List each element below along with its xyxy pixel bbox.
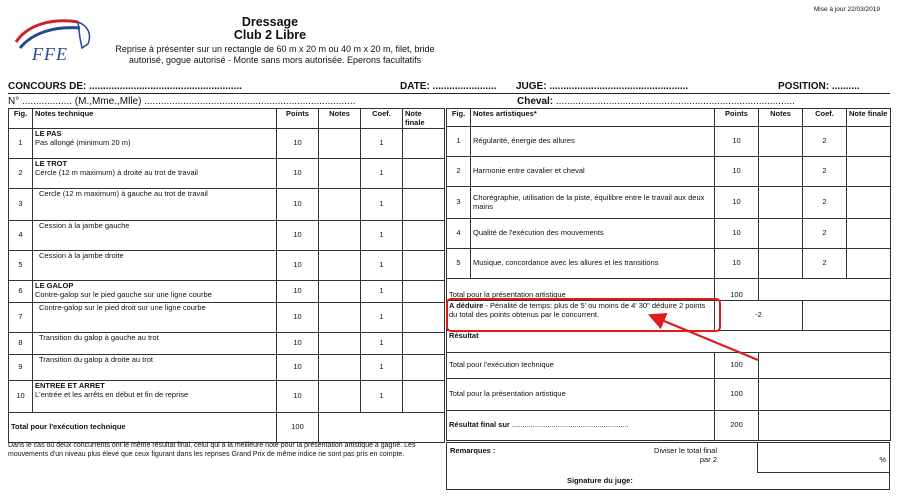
table-row [447,219,891,249]
col-note-finale: Note finale [847,109,891,127]
col-coef: Coef. [361,109,403,129]
points-value: 10 [277,189,319,221]
notes-input[interactable] [319,189,361,221]
cheval-dots: ...................................................................................... [555,96,795,107]
signature-label: Signature du juge: [567,476,633,485]
header-divider [8,93,890,94]
note-finale-input[interactable] [403,381,445,413]
movement-text: Transition du galop à gauche au trot [33,333,277,355]
fig-number: 5 [447,249,471,279]
table-row [9,281,445,303]
coef-value: 1 [361,355,403,381]
points-value: 10 [277,381,319,413]
table-row [9,381,445,413]
movement-text: Transition du galop à droite au trot [33,355,277,381]
resultat-label: Résultat [447,331,891,353]
coef-value: 1 [361,129,403,159]
artistic-text: Chorégraphie, utilisation de la piste, équilibre entre le travail aux deux mains [471,187,715,219]
points-value: 10 [715,127,759,157]
title-line-1: Dressage [241,15,299,29]
movement-text: L'entrée et les arrêts en début et fin de reprise [35,389,189,399]
res-art-row [447,379,891,411]
points-value: 10 [277,129,319,159]
table-row [9,159,445,189]
res-tech-input[interactable] [759,353,891,379]
coef-value: 1 [361,221,403,251]
col-notes: Notes [759,109,803,127]
points-value: 10 [277,355,319,381]
fig-number: 1 [9,129,33,159]
total-technique-label: Total pour l'exécution technique [9,413,277,443]
coef-value: 1 [361,189,403,221]
movement-cell [33,129,277,159]
total-artistique-label: Total pour la présentation artistique [447,279,715,301]
note-finale-input[interactable] [403,159,445,189]
col-notes: Notes [319,109,361,129]
notes-input[interactable] [319,129,361,159]
notes-input[interactable] [319,355,361,381]
artistic-text: Musique, concordance avec les allures et les transitions [471,249,715,279]
points-value: 10 [277,303,319,333]
fig-number: 3 [447,187,471,219]
table-row [447,157,891,187]
page-title [180,16,360,42]
rider-field[interactable]: N° .................. (M.,Mme.,Mlle) ............................................................................ [8,96,356,107]
movement-text: Cercle (12 m maximum) à droite au trot de travail [35,167,198,177]
notes-input[interactable] [759,219,803,249]
final-cell [447,411,715,441]
res-art-label: Total pour la présentation artistique [447,379,715,411]
update-date: Mise à jour 22/03/2019 [813,6,880,13]
deduire-text: - Pénalité de temps: plus de 5' ou moins de 4' 30" déduire 2 points du total des points obtenus par le concurrent. [449,301,706,319]
points-value: 10 [715,157,759,187]
table-row [9,189,445,221]
artistic-text: Régularité, énergie des allures [471,127,715,157]
table-row [447,187,891,219]
table-row [9,129,445,159]
table-row [9,221,445,251]
note-finale-input[interactable] [847,219,891,249]
movement-cell [33,159,277,189]
table-row [9,251,445,281]
fig-number: 6 [9,281,33,303]
artistic-text: Qualité de l'exécution des mouvements [471,219,715,249]
final-row [447,411,891,441]
table-row [9,333,445,355]
coef-value: 1 [361,159,403,189]
fig-number: 5 [9,251,33,281]
note-finale-input[interactable] [403,189,445,221]
notes-input[interactable] [319,303,361,333]
notes-input[interactable] [319,281,361,303]
movement-text: Cercle (12 m maximum) à gauche au trot de travail [33,189,277,221]
tie-break-note: Dans le cas où deux concurrents ont le même résultat final, celui qui a la meilleure note pour la présentation artistique a gagné. Les mouvements d'un niveau plus élevé que ceux figurant dans les reprises Grand Prix de même indice ne sont pas pris en compte. [8,442,416,458]
date-field[interactable]: DATE: ....................... [400,81,497,92]
total-artistique-input[interactable] [759,279,891,301]
position-field[interactable]: POSITION: .......... [778,81,860,92]
points-value: 10 [277,333,319,355]
coef-value: 1 [361,333,403,355]
coef-value: 2 [803,219,847,249]
coef-value: 1 [361,281,403,303]
movement-cell [33,281,277,303]
fig-number: 3 [9,189,33,221]
col-fig: Fig. [9,109,33,129]
total-artistique-points: 100 [715,279,759,301]
final-input[interactable] [759,411,891,441]
notes-input[interactable] [319,221,361,251]
col-notes-technique: Notes technique [33,109,277,129]
percent-box[interactable] [757,443,890,473]
movement-text: Cession à la jambe droite [33,251,277,281]
deduire-input[interactable] [803,301,891,331]
movement-title: ENTREE ET ARRET [35,381,105,390]
coef-value: 2 [803,157,847,187]
notes-input[interactable] [319,333,361,355]
res-art-input[interactable] [759,379,891,411]
concours-field[interactable]: CONCOURS DE: ....................................................... [8,81,242,92]
note-finale-input[interactable] [403,251,445,281]
total-technique-points: 100 [277,413,319,443]
col-points: Points [277,109,319,129]
table-row [9,355,445,381]
points-value: 10 [715,219,759,249]
total-technique-input[interactable] [319,413,445,443]
coef-value: 2 [803,249,847,279]
annotation-arrow-icon [640,310,770,370]
fig-number: 9 [9,355,33,381]
artistic-notes-table [446,108,891,441]
col-notes-artistiques: Notes artistiques* [471,109,715,127]
fig-number: 10 [9,381,33,413]
deduire-value: -2 [715,301,803,331]
note-finale-input[interactable] [403,221,445,251]
notes-input[interactable] [319,159,361,189]
fig-number: 2 [447,157,471,187]
coef-value: 1 [361,251,403,281]
notes-input[interactable] [319,381,361,413]
note-finale-input[interactable] [403,333,445,355]
total-technique-row [9,413,445,443]
fig-number: 1 [447,127,471,157]
note-finale-input[interactable] [847,127,891,157]
fig-number: 4 [9,221,33,251]
note-finale-input[interactable] [847,187,891,219]
table-header [447,109,891,127]
cheval-label: Cheval: [517,96,554,107]
movement-text: Cession à la jambe gauche [33,221,277,251]
title-line-2: Club 2 Libre [233,28,307,42]
final-points: 200 [715,411,759,441]
reprise-description: Reprise à présenter sur un rectangle de 60 m x 20 m ou 40 m x 20 m, filet, bride autorisé, gogue autorisé - Monte sans mors autorisée. Eperons facultatifs [115,44,435,65]
logo-text: FFE [32,44,68,64]
cheval-field[interactable] [517,96,795,107]
notes-input[interactable] [319,251,361,281]
points-value: 10 [715,249,759,279]
notes-input[interactable] [759,157,803,187]
final-label: Résultat final sur [449,420,510,430]
table-row [447,127,891,157]
note-finale-input[interactable] [403,303,445,333]
remarques-label: Remarques : [450,446,496,455]
col-note-finale: Note finale [403,109,445,129]
fig-number: 4 [447,219,471,249]
points-value: 10 [277,251,319,281]
deduire-label: A déduire [449,301,484,310]
points-value: 10 [277,159,319,189]
table-row [447,249,891,279]
notes-input[interactable] [759,249,803,279]
coef-value: 2 [803,187,847,219]
technical-notes-table [8,108,445,443]
res-art-points: 100 [715,379,759,411]
points-value: 10 [277,281,319,303]
fig-number: 8 [9,333,33,355]
table-row [9,303,445,333]
juge-field[interactable]: JUGE: .................................................. [516,81,689,92]
artistic-text: Harmonie entre cavalier et cheval [471,157,715,187]
ffe-logo [8,14,103,68]
note-finale-input[interactable] [403,281,445,303]
col-coef: Coef. [803,109,847,127]
fig-number: 2 [9,159,33,189]
note-finale-input[interactable] [403,129,445,159]
diviser-label: Diviser le total final par 2 [654,446,717,464]
col-points: Points [715,109,759,127]
points-value: 10 [715,187,759,219]
note-finale-input[interactable] [847,157,891,187]
coef-value: 2 [803,127,847,157]
coef-value: 1 [361,303,403,333]
fig-number: 7 [9,303,33,333]
points-value: 10 [277,221,319,251]
movement-title: LE TROT [35,159,68,168]
movement-text: Contre-galop sur le pied gauche sur une ligne courbe [35,289,212,299]
movement-cell [33,381,277,413]
notes-input[interactable] [759,127,803,157]
movement-title: LE PAS [35,129,62,138]
movement-text: Pas allongé (minimum 20 m) [35,137,131,147]
coef-value: 1 [361,381,403,413]
note-finale-input[interactable] [403,355,445,381]
percent-sign: % [879,455,886,464]
col-fig: Fig. [447,109,471,127]
res-tech-points: 100 [715,353,759,379]
notes-input[interactable] [759,187,803,219]
remarks-box[interactable] [446,442,890,490]
movement-text: Contre-galop sur le pied droit sur une ligne courbe [33,303,277,333]
table-header [9,109,445,129]
movement-title: LE GALOP [35,281,74,290]
note-finale-input[interactable] [847,249,891,279]
res-tech-label: Total pour l'exécution technique [447,353,715,379]
final-dots: ........................................................ [511,420,629,430]
